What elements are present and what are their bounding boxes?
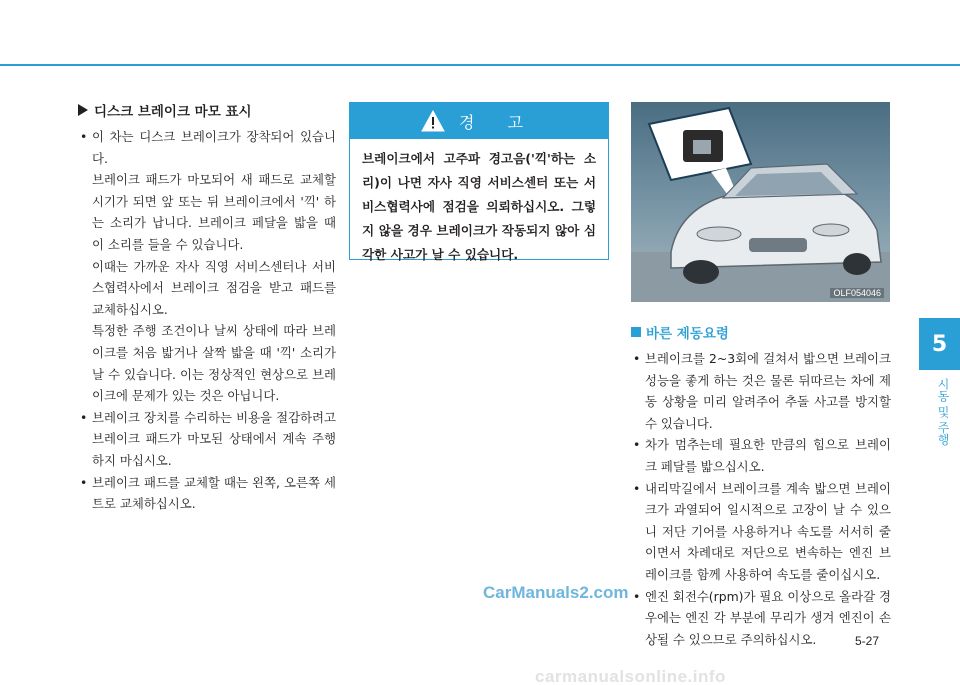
subsection-heading xyxy=(631,322,891,342)
warning-header xyxy=(350,103,608,139)
list-item: • 브레이크를 2~3회에 걸쳐서 밟으면 브레이크 성능을 좋게 하는 것은 물론 뒤따르는 차에 제동 상황을 미리 알려주어 추돌 사고를 방지할 수 있습니다. xyxy=(631,348,891,434)
left-bullet-list xyxy=(78,126,336,515)
top-rule xyxy=(0,64,960,66)
footer-watermark: carmanualsonline.info xyxy=(535,667,726,685)
warning-triangle-icon xyxy=(421,110,445,132)
section-heading xyxy=(78,100,336,120)
paragraph: • 이 차는 디스크 브레이크가 장착되어 있습니다. xyxy=(92,129,336,166)
list-item xyxy=(78,407,336,472)
paragraph: 특정한 주행 조건이나 날씨 상태에 따라 브레이크를 처음 밟거나 살짝 밟을 때 '끽' 소리가 날 수 있습니다. 이는 정상적인 현상으로 브레이크에 문제가 있는 것은 아닙니다. xyxy=(92,323,336,404)
car-brake-illustration xyxy=(631,102,890,302)
page-number: 5-27 xyxy=(855,634,880,648)
list-item xyxy=(78,472,336,515)
list-item: • 내리막길에서 브레이크를 계속 밟으면 브레이크가 과열되어 일시적으로 고장이 날 수 있으니 저단 기어를 사용하거나 속도를 서서히 줄이면서 차례대로 저단으로 변속하는 엔진 브레이크를 함께 사용하여 속도를 줄이십시오. xyxy=(631,478,891,586)
paragraph: 이때는 가까운 자사 직영 서비스센터나 서비스협력사에서 브레이크 점검을 받고 패드를 교체하십시오. xyxy=(92,258,336,317)
square-bullet-icon xyxy=(631,327,641,337)
left-column xyxy=(78,100,336,515)
right-bullet-list xyxy=(631,348,891,650)
subsection-heading-text: 바른 제동요령 xyxy=(646,326,729,342)
warning-text: 브레이크에서 고주파 경고음('끽'하는 소리)이 나면 자사 직영 서비스센터 또는 서비스협력사에 점검을 의뢰하십시오. 그렇지 않을 경우 브레이크가 작동되지 않아 심각한 사고가 날 수 있습니다. xyxy=(362,151,596,262)
paragraph: • 브레이크 패드를 교체할 때는 왼쪽, 오른쪽 세트로 교체하십시오. xyxy=(92,474,336,512)
paragraph: • 브레이크 장치를 수리하는 비용을 절감하려고 브레이크 패드가 마모된 상태에서 계속 주행하지 마십시오. xyxy=(92,409,336,468)
watermark: CarManuals2.com xyxy=(483,583,629,602)
list-item: • 엔진 회전수(rpm)가 필요 이상으로 올라갈 경우에는 엔진 각 부분에 무리가 생겨 엔진이 손상될 수 있으므로 주의하십시오. xyxy=(631,586,891,651)
list-item xyxy=(78,126,336,407)
paragraph: 브레이크 패드가 마모되어 새 패드로 교체할 시기가 되면 앞 또는 뒤 브레이크에서 '끽' 하는 소리가 납니다. 브레이크 페달을 밟을 때 이 소리를 들을 수 있습니다. xyxy=(92,172,336,252)
warning-box xyxy=(349,102,609,260)
figure-code: OLF054046 xyxy=(830,288,884,298)
list-item: • 차가 멈추는데 필요한 만큼의 힘으로 브레이크 페달를 밟으십시오. xyxy=(631,434,891,477)
section-heading-text: 디스크 브레이크 마모 표시 xyxy=(94,104,252,120)
chapter-label: 시동 및 주행 xyxy=(936,378,950,446)
right-column xyxy=(631,322,891,650)
car-illustration xyxy=(631,102,890,302)
chapter-tab: 5 xyxy=(919,318,960,370)
triangle-bullet-icon xyxy=(78,104,88,116)
warning-title: 경 고 xyxy=(459,112,537,132)
